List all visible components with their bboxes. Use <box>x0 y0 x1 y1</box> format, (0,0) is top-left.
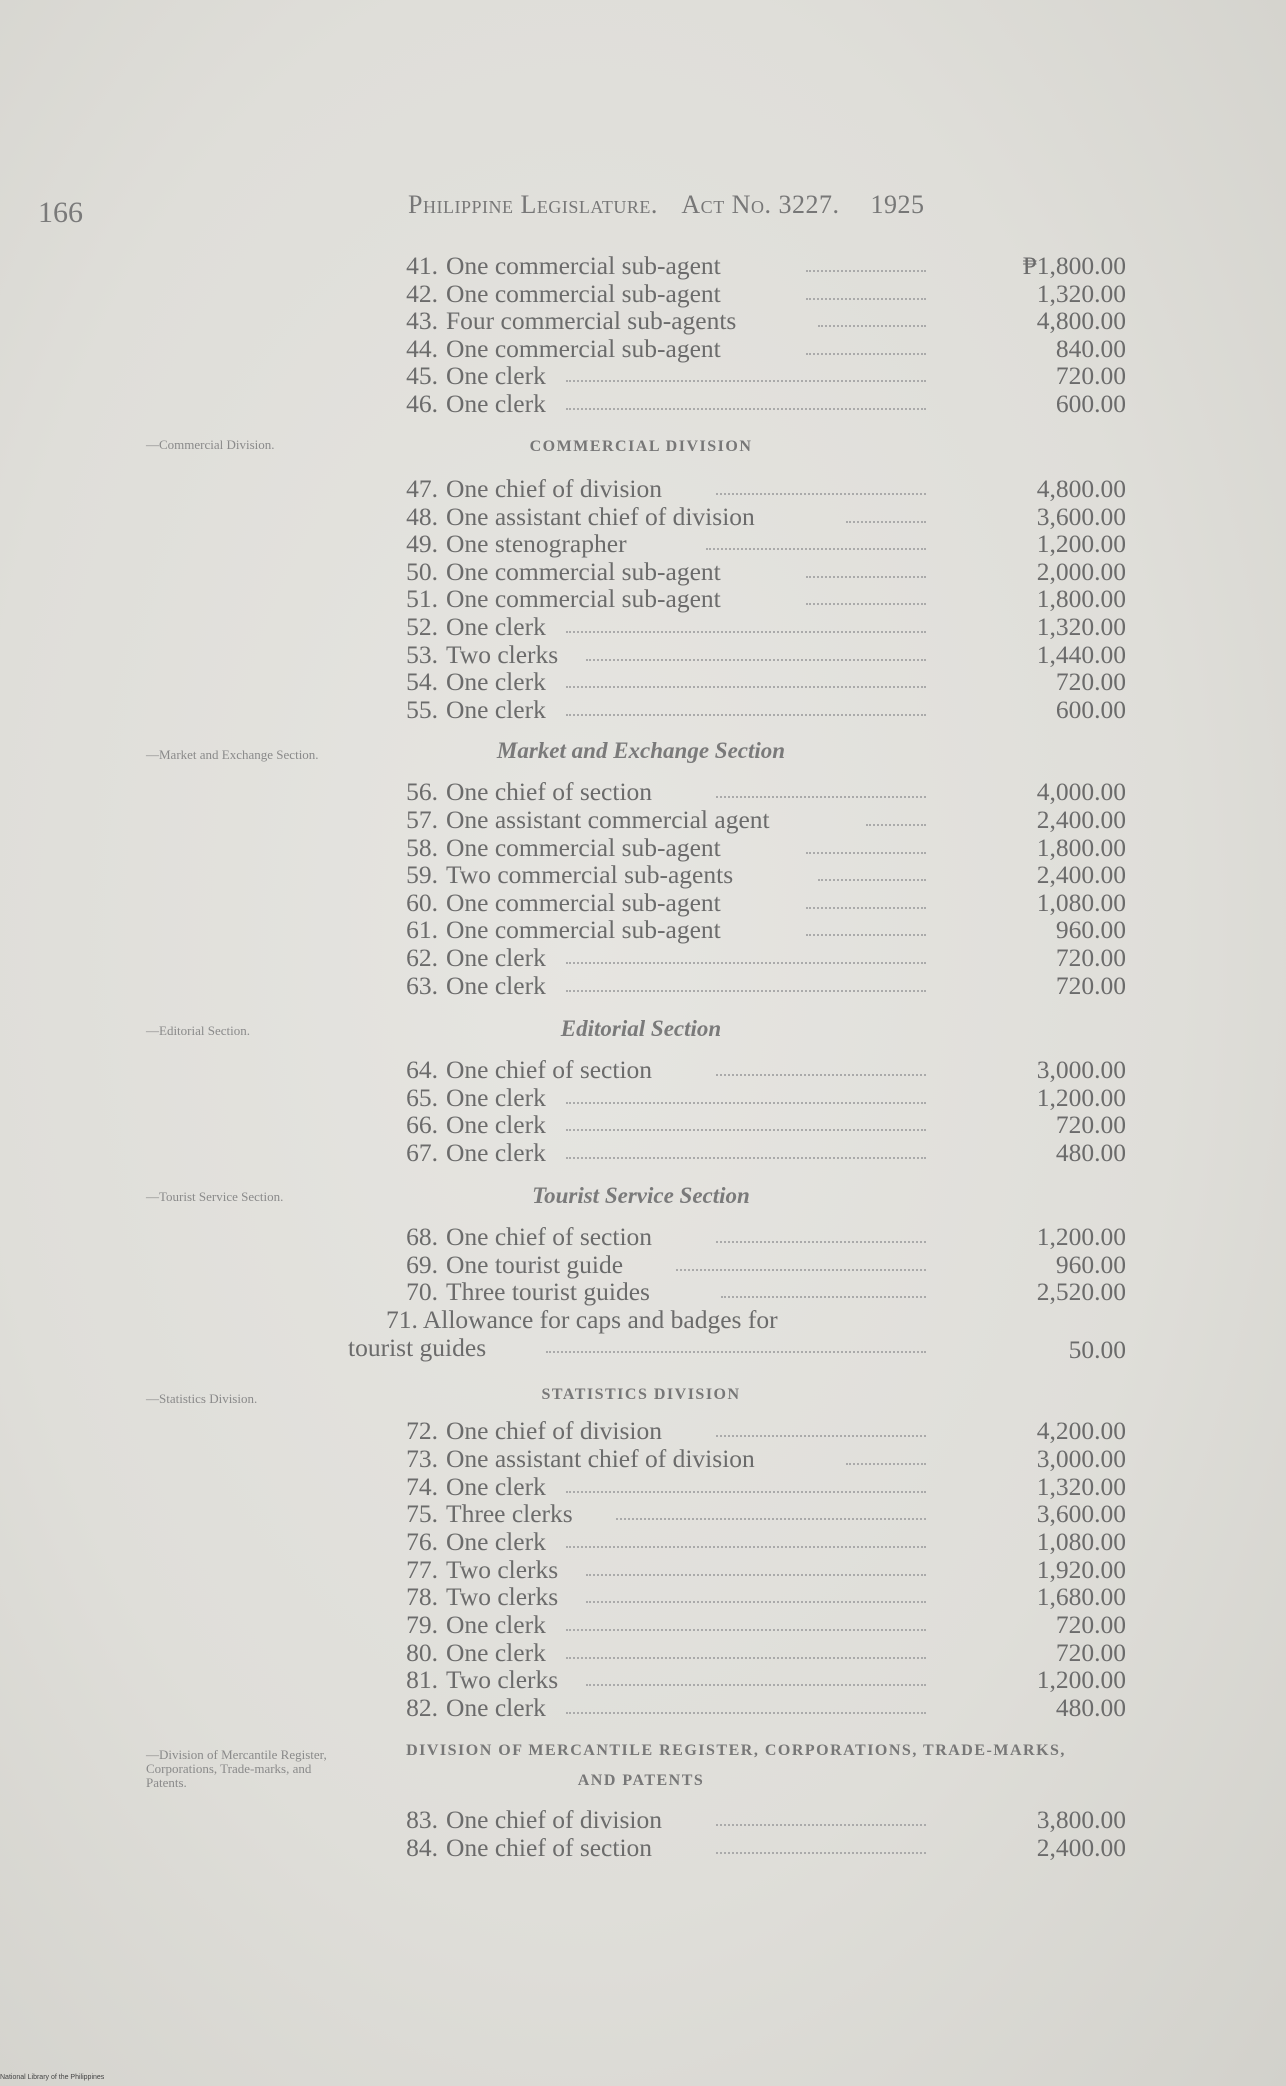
line-item <box>386 558 1126 586</box>
dot-leader <box>818 879 926 881</box>
item-description: One chief of division <box>446 474 662 503</box>
running-head-year: 1925 <box>870 190 925 219</box>
line-item <box>386 335 1126 363</box>
item-number: 53. <box>406 640 438 669</box>
item-description: One clerk <box>446 667 546 696</box>
item-amount: 3,800.00 <box>1036 1805 1126 1834</box>
page-number: 166 <box>38 196 83 229</box>
dot-leader <box>566 1546 926 1548</box>
item-amount: 720.00 <box>1055 1110 1126 1139</box>
line-item <box>386 1251 1126 1279</box>
scan-footer: National Library of the Philippines <box>0 2074 105 2081</box>
dot-leader <box>716 1852 926 1854</box>
dot-leader <box>706 548 926 550</box>
dot-leader <box>806 603 926 605</box>
item-number: 77. <box>406 1555 438 1584</box>
item-amount: 3,000.00 <box>1036 1055 1126 1084</box>
line-item <box>386 1056 1126 1084</box>
dot-leader <box>721 1296 926 1298</box>
item-amount: 720.00 <box>1055 667 1126 696</box>
item-description: One chief of division <box>446 1416 662 1445</box>
item-amount: 3,600.00 <box>1036 502 1126 531</box>
dot-leader <box>846 1463 926 1465</box>
item-amount: 1,080.00 <box>1036 888 1126 917</box>
line-item <box>386 944 1126 972</box>
item-amount: 960.00 <box>1055 1250 1126 1279</box>
item-amount: 4,800.00 <box>1036 474 1126 503</box>
line-item <box>386 1834 1126 1862</box>
item-description: Four commercial sub-agents <box>446 306 737 335</box>
item-description: Two commercial sub-agents <box>446 860 734 889</box>
item-number: 83. <box>406 1805 438 1834</box>
line-item <box>386 834 1126 862</box>
dot-leader <box>716 1241 926 1243</box>
dot-leader <box>566 686 926 688</box>
item-number: 78. <box>406 1582 438 1611</box>
item-number: 58. <box>406 833 438 862</box>
item-amount: 3,000.00 <box>1036 1444 1126 1473</box>
margin-note-commercial: —Commercial Division. <box>146 437 275 452</box>
item-amount: 1,320.00 <box>1036 612 1126 641</box>
item-number: 73. <box>406 1444 438 1473</box>
item-description: One clerk <box>446 1693 546 1722</box>
item-description: One assistant chief of division <box>446 1444 755 1473</box>
item-number: 84. <box>406 1833 438 1862</box>
dot-leader <box>566 1157 926 1159</box>
section-heading-tourist: Tourist Service Section <box>532 1183 750 1208</box>
margin-note-market: —Market and Exchange Section. <box>146 747 319 762</box>
dot-leader <box>566 631 926 633</box>
item-number: 54. <box>406 667 438 696</box>
running-head-act: Act No. 3227. <box>681 190 840 219</box>
dot-leader <box>566 1629 926 1631</box>
line-item <box>386 1223 1126 1251</box>
item-description: Two clerks <box>446 1665 559 1694</box>
item-amount: 2,400.00 <box>1036 1833 1126 1862</box>
item-number: 41. <box>406 251 438 280</box>
item-amount: 1,800.00 <box>1036 833 1126 862</box>
item-description: One commercial sub-agent <box>446 557 721 586</box>
item-description: One chief of section <box>446 1222 653 1251</box>
item-amount: 720.00 <box>1055 361 1126 390</box>
item-description: One commercial sub-agent <box>446 334 721 363</box>
line-item <box>386 696 1126 724</box>
item-description: One clerk <box>446 1110 546 1139</box>
item-description: One assistant commercial agent <box>446 805 770 834</box>
dot-leader <box>546 1351 926 1353</box>
item-amount: 480.00 <box>1055 1693 1126 1722</box>
item-amount: 1,800.00 <box>1036 584 1126 613</box>
dot-leader <box>566 1657 926 1659</box>
dot-leader <box>566 714 926 716</box>
dot-leader <box>806 852 926 854</box>
section-heading-mercantile: DIVISION OF MERCANTILE REGISTER, CORPORATIONS, TRADE-MARKS, <box>406 1742 1066 1759</box>
item-number: 82. <box>406 1693 438 1722</box>
line-item <box>386 1694 1126 1722</box>
line-item <box>386 1528 1126 1556</box>
item-description: Two clerks <box>446 1555 559 1584</box>
item-number: 81. <box>406 1665 438 1694</box>
line-item <box>386 1473 1126 1501</box>
item-description: One clerk <box>446 1138 546 1167</box>
item-amount: 1,200.00 <box>1036 1222 1126 1251</box>
item-amount: 50.00 <box>1068 1335 1126 1364</box>
line-item <box>386 1639 1126 1667</box>
dot-leader <box>566 1712 926 1714</box>
section-heading-editorial: Editorial Section <box>560 1016 722 1041</box>
item-description: One clerk <box>446 943 546 972</box>
item-amount: 2,400.00 <box>1036 805 1126 834</box>
dot-leader <box>716 493 926 495</box>
item-amount: 1,200.00 <box>1036 529 1126 558</box>
item-71-line1: 71. Allowance for caps and badges for <box>386 1305 778 1334</box>
item-number: 55. <box>406 695 438 724</box>
item-number: 68. <box>406 1222 438 1251</box>
line-item <box>386 390 1126 418</box>
dot-leader <box>806 353 926 355</box>
item-amount: ₱1,800.00 <box>1022 251 1126 280</box>
item-description: One tourist guide <box>446 1250 624 1279</box>
item-amount: 1,320.00 <box>1036 1472 1126 1501</box>
line-item <box>386 1139 1126 1167</box>
item-number: 48. <box>406 502 438 531</box>
item-description: One stenographer <box>446 529 627 558</box>
item-amount: 720.00 <box>1055 971 1126 1000</box>
item-description: One chief of section <box>446 777 653 806</box>
dot-leader <box>818 325 926 327</box>
dot-leader <box>586 1684 926 1686</box>
item-number: 76. <box>406 1527 438 1556</box>
section-heading-statistics: STATISTICS DIVISION <box>541 1386 741 1403</box>
item-description: Three tourist guides <box>446 1277 650 1306</box>
item-amount: 720.00 <box>1055 1638 1126 1667</box>
line-item <box>386 307 1126 335</box>
item-amount: 2,000.00 <box>1036 557 1126 586</box>
item-description: One clerk <box>446 971 546 1000</box>
dot-leader <box>716 796 926 798</box>
item-number: 51. <box>406 584 438 613</box>
item-description: One commercial sub-agent <box>446 584 721 613</box>
running-head <box>408 190 942 220</box>
margin-note-editorial: —Editorial Section. <box>146 1023 250 1038</box>
line-item <box>386 1500 1126 1528</box>
dot-leader <box>586 1601 926 1603</box>
line-item <box>386 778 1126 806</box>
item-amount: 1,320.00 <box>1036 279 1126 308</box>
line-item <box>386 585 1126 613</box>
item-amount: 1,080.00 <box>1036 1527 1126 1556</box>
line-item <box>386 889 1126 917</box>
item-description: One commercial sub-agent <box>446 251 721 280</box>
line-item <box>386 530 1126 558</box>
item-amount: 600.00 <box>1055 389 1126 418</box>
item-amount: 1,680.00 <box>1036 1582 1126 1611</box>
line-item <box>386 861 1126 889</box>
line-item <box>386 280 1126 308</box>
item-description: One clerk <box>446 389 546 418</box>
line-item <box>386 503 1126 531</box>
line-item <box>386 916 1126 944</box>
line-item <box>386 1278 1126 1306</box>
dot-leader <box>716 1824 926 1826</box>
item-number: 80. <box>406 1638 438 1667</box>
dot-leader <box>566 990 926 992</box>
item-number: 74. <box>406 1472 438 1501</box>
running-head-title: Philippine Legislature. <box>408 190 658 219</box>
item-number: 70. <box>406 1277 438 1306</box>
item-amount: 4,000.00 <box>1036 777 1126 806</box>
item-amount: 1,440.00 <box>1036 640 1126 669</box>
item-amount: 2,520.00 <box>1036 1277 1126 1306</box>
item-description: One clerk <box>446 612 546 641</box>
item-description: One commercial sub-agent <box>446 888 721 917</box>
item-description: Two clerks <box>446 1582 559 1611</box>
line-item <box>386 1806 1126 1834</box>
dot-leader <box>806 270 926 272</box>
dot-leader <box>566 1102 926 1104</box>
item-number: 47. <box>406 474 438 503</box>
dot-leader <box>586 1574 926 1576</box>
item-amount: 1,920.00 <box>1036 1555 1126 1584</box>
item-amount: 840.00 <box>1055 334 1126 363</box>
line-item <box>386 1611 1126 1639</box>
line-item <box>386 1666 1126 1694</box>
line-item <box>386 668 1126 696</box>
line-item <box>386 1417 1126 1445</box>
item-number: 44. <box>406 334 438 363</box>
dot-leader <box>866 824 926 826</box>
item-description: One commercial sub-agent <box>446 915 721 944</box>
item-description: Three clerks <box>446 1499 573 1528</box>
item-description: One assistant chief of division <box>446 502 755 531</box>
dot-leader <box>566 962 926 964</box>
item-number: 59. <box>406 860 438 889</box>
item-number: 72. <box>406 1416 438 1445</box>
item-number: 56. <box>406 777 438 806</box>
item-number: 60. <box>406 888 438 917</box>
line-item <box>386 1445 1126 1473</box>
dot-leader <box>806 907 926 909</box>
item-number: 75. <box>406 1499 438 1528</box>
dot-leader <box>846 521 926 523</box>
item-amount: 600.00 <box>1055 695 1126 724</box>
item-amount: 4,200.00 <box>1036 1416 1126 1445</box>
margin-note-mercantile: —Division of Mercantile Register, Corporations, Trade-marks, and Patents. <box>146 1747 327 1790</box>
dot-leader <box>716 1074 926 1076</box>
item-amount: 720.00 <box>1055 1610 1126 1639</box>
item-number: 67. <box>406 1138 438 1167</box>
dot-leader <box>586 659 926 661</box>
item-description: One chief of section <box>446 1833 653 1862</box>
item-amount: 1,200.00 <box>1036 1083 1126 1112</box>
item-number: 79. <box>406 1610 438 1639</box>
line-item <box>386 362 1126 390</box>
line-item-71 <box>348 1305 1126 1364</box>
item-amount: 960.00 <box>1055 915 1126 944</box>
item-number: 65. <box>406 1083 438 1112</box>
dot-leader <box>806 576 926 578</box>
line-item <box>386 972 1126 1000</box>
item-description: One chief of section <box>446 1055 653 1084</box>
item-description: Two clerks <box>446 640 559 669</box>
line-item <box>386 613 1126 641</box>
item-amount: 480.00 <box>1055 1138 1126 1167</box>
item-number: 66. <box>406 1110 438 1139</box>
item-description: One commercial sub-agent <box>446 279 721 308</box>
item-number: 52. <box>406 612 438 641</box>
dot-leader <box>616 1518 926 1520</box>
section-heading-commercial: COMMERCIAL DIVISION <box>529 438 753 455</box>
dot-leader <box>566 1491 926 1493</box>
item-number: 43. <box>406 306 438 335</box>
item-amount: 2,400.00 <box>1036 860 1126 889</box>
section-heading-market: Market and Exchange Section <box>496 738 786 763</box>
dot-leader <box>716 1435 926 1437</box>
item-71-line2: tourist guides <box>348 1333 487 1362</box>
item-number: 69. <box>406 1250 438 1279</box>
item-description: One commercial sub-agent <box>446 833 721 862</box>
item-number: 62. <box>406 943 438 972</box>
margin-note-statistics: —Statistics Division. <box>146 1391 258 1406</box>
item-description: One clerk <box>446 1638 546 1667</box>
item-amount: 720.00 <box>1055 943 1126 972</box>
item-number: 42. <box>406 279 438 308</box>
item-description: One clerk <box>446 1083 546 1112</box>
item-description: One clerk <box>446 1472 546 1501</box>
line-item <box>386 252 1126 280</box>
item-number: 50. <box>406 557 438 586</box>
item-number: 63. <box>406 971 438 1000</box>
item-description: One clerk <box>446 695 546 724</box>
dot-leader <box>566 380 926 382</box>
item-amount: 3,600.00 <box>1036 1499 1126 1528</box>
dot-leader <box>806 298 926 300</box>
section-heading-mercantile-line2: AND PATENTS <box>577 1772 705 1789</box>
item-number: 45. <box>406 361 438 390</box>
dot-leader <box>566 408 926 410</box>
dot-leader <box>676 1269 926 1271</box>
item-description: One clerk <box>446 361 546 390</box>
line-item <box>386 641 1126 669</box>
item-number: 64. <box>406 1055 438 1084</box>
dot-leader <box>566 1129 926 1131</box>
item-description: One clerk <box>446 1610 546 1639</box>
item-amount: 4,800.00 <box>1036 306 1126 335</box>
item-number: 46. <box>406 389 438 418</box>
item-number: 61. <box>406 915 438 944</box>
margin-note-tourist: —Tourist Service Section. <box>146 1189 284 1204</box>
line-item <box>386 1583 1126 1611</box>
line-item <box>386 1111 1126 1139</box>
line-item <box>386 1084 1126 1112</box>
item-number: 57. <box>406 805 438 834</box>
item-description: One clerk <box>446 1527 546 1556</box>
item-number: 49. <box>406 529 438 558</box>
line-item <box>386 806 1126 834</box>
dot-leader <box>806 934 926 936</box>
line-item <box>386 475 1126 503</box>
item-description: One chief of division <box>446 1805 662 1834</box>
item-amount: 1,200.00 <box>1036 1665 1126 1694</box>
line-item <box>386 1556 1126 1584</box>
